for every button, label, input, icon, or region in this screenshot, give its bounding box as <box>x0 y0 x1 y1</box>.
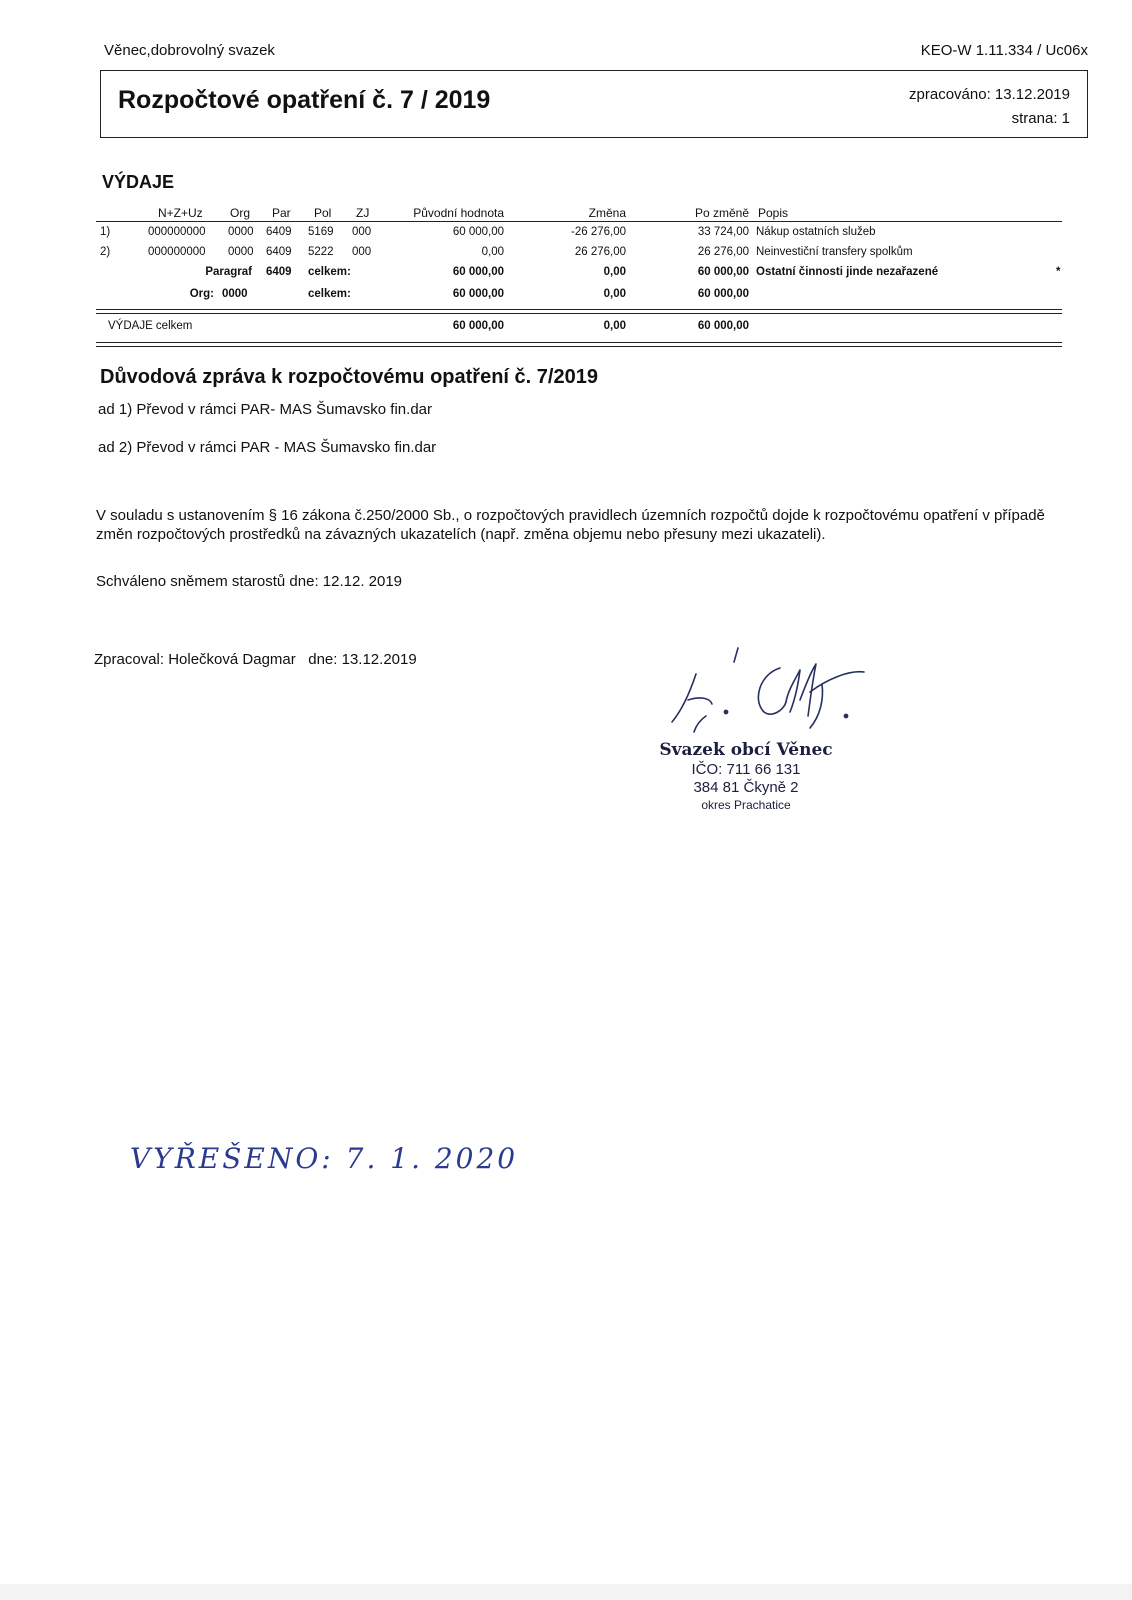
row-number: 1) <box>100 226 111 238</box>
cell-original: 0,00 <box>481 246 504 258</box>
document-title: Rozpočtové opatření č. 7 / 2019 <box>118 86 491 114</box>
cell-nzuz: 000000000 <box>148 226 206 238</box>
paragraph-change: 0,00 <box>603 266 626 278</box>
cell-after: 33 724,00 <box>697 226 749 238</box>
cell-change: 26 276,00 <box>574 246 626 258</box>
col-header-org: Org <box>230 206 251 220</box>
handwritten-note <box>130 1142 518 1175</box>
page-label: strana: <box>1011 110 1058 127</box>
page-info <box>1012 110 1070 127</box>
processed-label: zpracováno: <box>909 86 991 103</box>
cell-after: 26 276,00 <box>697 246 749 258</box>
cell-desc: Nákup ostatních služeb <box>756 226 876 238</box>
col-header-pol: Pol <box>314 206 332 220</box>
organization-name: Věnec,dobrovolný svazek <box>104 42 275 59</box>
processed-info <box>909 86 1070 103</box>
legal-paragraph: V souladu s ustanovením § 16 zákona č.250/2000 Sb., o rozpočtových pravidlech územních rozpočtů dojde k rozpočtovému opatření v případě změn rozpočtových prostředků na závazných ukazatelích (např. změna objemu nebo přesuny mezi ukazateli). <box>96 507 1045 543</box>
signature <box>660 640 890 750</box>
cell-par: 6409 <box>266 226 292 238</box>
org-code: 0000 <box>222 288 248 300</box>
approval-line: Schváleno sněmem starostů dne: 12.12. 2019 <box>96 573 403 590</box>
org-change: 0,00 <box>603 288 626 300</box>
paragraph-original: 60 000,00 <box>452 266 504 278</box>
document-code: KEO-W 1.11.334 / Uc06x <box>920 42 1088 59</box>
col-header-par: Par <box>272 206 291 220</box>
cell-change: -26 276,00 <box>571 226 626 238</box>
cell-zj: 000 <box>352 246 372 258</box>
section-title-expenses: VÝDAJE <box>102 172 175 192</box>
col-header-nzuz: N+Z+Uz <box>158 206 203 220</box>
grand-total-change: 0,00 <box>603 320 626 332</box>
org-suffix: celkem: <box>308 288 351 300</box>
stamp-district: okres Prachatice <box>701 798 791 812</box>
cell-org: 0000 <box>228 226 254 238</box>
total-rule-1 <box>96 309 1062 310</box>
stamp-ico: IČO: 711 66 131 <box>691 761 801 778</box>
row-number: 2) <box>100 246 111 258</box>
header-rule <box>96 221 1062 222</box>
paragraph-label: Paragraf <box>205 266 252 278</box>
paragraph-suffix: celkem: <box>308 266 351 278</box>
reason-title: Důvodová zpráva k rozpočtovému opatření č. 7/2019 <box>100 366 598 388</box>
cell-pol: 5222 <box>308 246 334 258</box>
grand-total-original: 60 000,00 <box>452 320 504 332</box>
cell-par: 6409 <box>266 246 292 258</box>
handwritten-note-text: VYŘEŠENO: 7. 1. 2020 <box>130 1142 519 1175</box>
scan-edge <box>0 1584 1132 1600</box>
col-header-desc: Popis <box>758 206 789 220</box>
processed-by-line: Zpracoval: Holečková Dagmar dne: 13.12.2019 <box>94 651 417 668</box>
cell-desc: Neinvestiční transfery spolkům <box>756 246 913 258</box>
org-after: 60 000,00 <box>697 288 749 300</box>
org-label: Org: <box>189 288 214 300</box>
paragraph-code: 6409 <box>266 266 292 278</box>
grand-total-after: 60 000,00 <box>697 320 749 332</box>
paragraph-after: 60 000,00 <box>697 266 749 278</box>
total-rule-2 <box>96 313 1062 314</box>
closing-rule-1 <box>96 342 1062 343</box>
cell-nzuz: 000000000 <box>148 246 206 258</box>
col-header-change: Změna <box>588 206 626 220</box>
stamp-name: Svazek obcí Věnec <box>659 740 833 760</box>
cell-original: 60 000,00 <box>452 226 504 238</box>
cell-pol: 5169 <box>308 226 334 238</box>
col-header-after: Po změně <box>694 206 749 220</box>
reason-item: ad 1) Převod v rámci PAR- MAS Šumavsko fin.dar <box>98 401 432 418</box>
processed-date: 13.12.2019 <box>994 86 1070 103</box>
col-header-original: Původní hodnota <box>413 206 504 220</box>
col-header-zj: ZJ <box>356 206 370 220</box>
cell-zj: 000 <box>352 226 372 238</box>
paragraph-desc: Ostatní činnosti jinde nezařazené <box>756 266 939 278</box>
closing-rule-2 <box>96 346 1062 347</box>
stamp-address: 384 81 Čkyně 2 <box>693 779 799 796</box>
page-number: 1 <box>1061 110 1070 127</box>
grand-total-label: VÝDAJE celkem <box>108 320 193 332</box>
org-original: 60 000,00 <box>452 288 504 300</box>
cell-org: 0000 <box>228 246 254 258</box>
reason-item: ad 2) Převod v rámci PAR - MAS Šumavsko fin.dar <box>98 439 437 456</box>
asterisk-mark: * <box>1056 266 1061 278</box>
